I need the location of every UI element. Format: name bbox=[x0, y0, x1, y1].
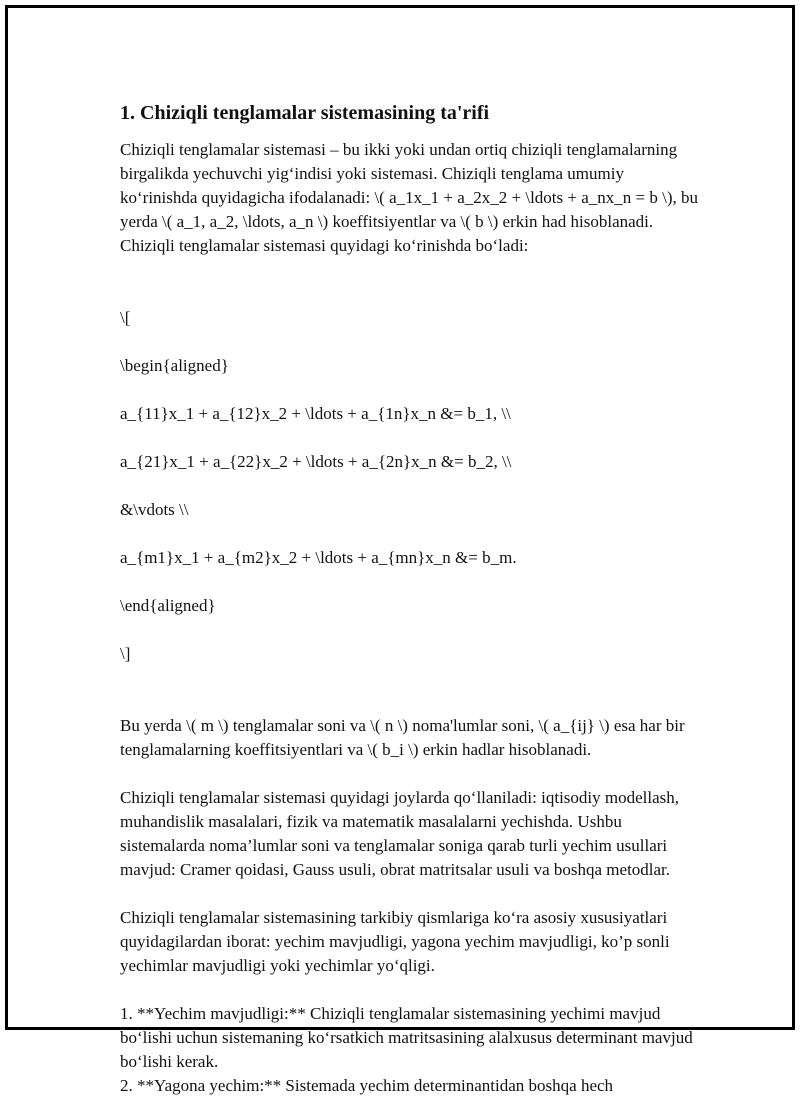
math-line: \begin{aligned} bbox=[120, 356, 229, 375]
spacer bbox=[120, 258, 700, 282]
section-title: 1. Chiziqli tenglamalar sistemasining ta'rifi bbox=[120, 102, 490, 124]
list-item: 1. **Yechim mavjudligi:** Chiziqli tenglamalar sistemasining yechimi mavjud bo‘lishi uchun sistemaning ko‘rsatkich matritsasining alalxusus determinant mavjud bo‘lishi kerak. bbox=[120, 1004, 693, 1071]
math-block bbox=[120, 282, 700, 690]
math-line: \end{aligned} bbox=[120, 596, 216, 615]
spacer bbox=[120, 978, 700, 1002]
math-line: a_{m1}x_1 + a_{m2}x_2 + \ldots + a_{mn}x_n &= b_m. bbox=[120, 548, 517, 567]
spacer bbox=[120, 882, 700, 906]
math-line: a_{11}x_1 + a_{12}x_2 + \ldots + a_{1n}x_n &= b_1, \\ bbox=[120, 404, 511, 423]
paragraph-definition: Chiziqli tenglamalar sistemasi – bu ikki yoki undan ortiq chiziqli tenglamalarning birgalikda yechuvchi yig‘indisi yoki sistemasi. Chiziqli tenglama umumiy ko‘rinishda quyidagicha ifodalanadi: \( a_1x_1 + a_2x_2 + \ldots + a_nx_n = b \), bu yerda \( a_1, a_2, \ldots, a_n \) koeffitsiyentlar va \( b \) erkin had hisoblanadi. Chiziqli tenglamalar sistemasi quyidagi ko‘rinishda bo‘ladi: bbox=[120, 140, 698, 255]
paragraph-properties: Chiziqli tenglamalar sistemasining tarkibiy qismlariga ko‘ra asosiy xususiyatlari quyidagilardan iborat: yechim mavjudligi, yagona yechim mavjudligi, ko’p sonli yechimlar mavjudligi yoki yechimlar yo‘qligi. bbox=[120, 908, 670, 975]
document-body bbox=[120, 100, 700, 1098]
paragraph-variables: Bu yerda \( m \) tenglamalar soni va \( n \) noma'lumlar soni, \( a_{ij} \) esa har bir tenglamalarning koeffitsiyentlari va \( b_i \) erkin hadlar hisoblanadi. bbox=[120, 716, 685, 759]
math-line: &\vdots \\ bbox=[120, 500, 189, 519]
spacer bbox=[120, 690, 700, 714]
spacer bbox=[120, 762, 700, 786]
paragraph-applications: Chiziqli tenglamalar sistemasi quyidagi joylarda qo‘llaniladi: iqtisodiy modellash, muhandislik masalalari, fizik va matematik masalalarni yechishda. Ushbu sistemalarda noma’lumlar soni va tenglamalar soniga qarab turli yechim usullari mavjud: Cramer qoidasi, Gauss usuli, obrat matritsalar usuli va boshqa metodlar. bbox=[120, 788, 680, 879]
math-line: a_{21}x_1 + a_{22}x_2 + \ldots + a_{2n}x_n &= b_2, \\ bbox=[120, 452, 512, 471]
list-item: 2. **Yagona yechim:** Sistemada yechim determinantidan boshqa hech bbox=[120, 1076, 614, 1095]
page-frame bbox=[5, 5, 795, 1095]
math-line: \[ bbox=[120, 308, 131, 327]
math-line: \] bbox=[120, 644, 131, 663]
